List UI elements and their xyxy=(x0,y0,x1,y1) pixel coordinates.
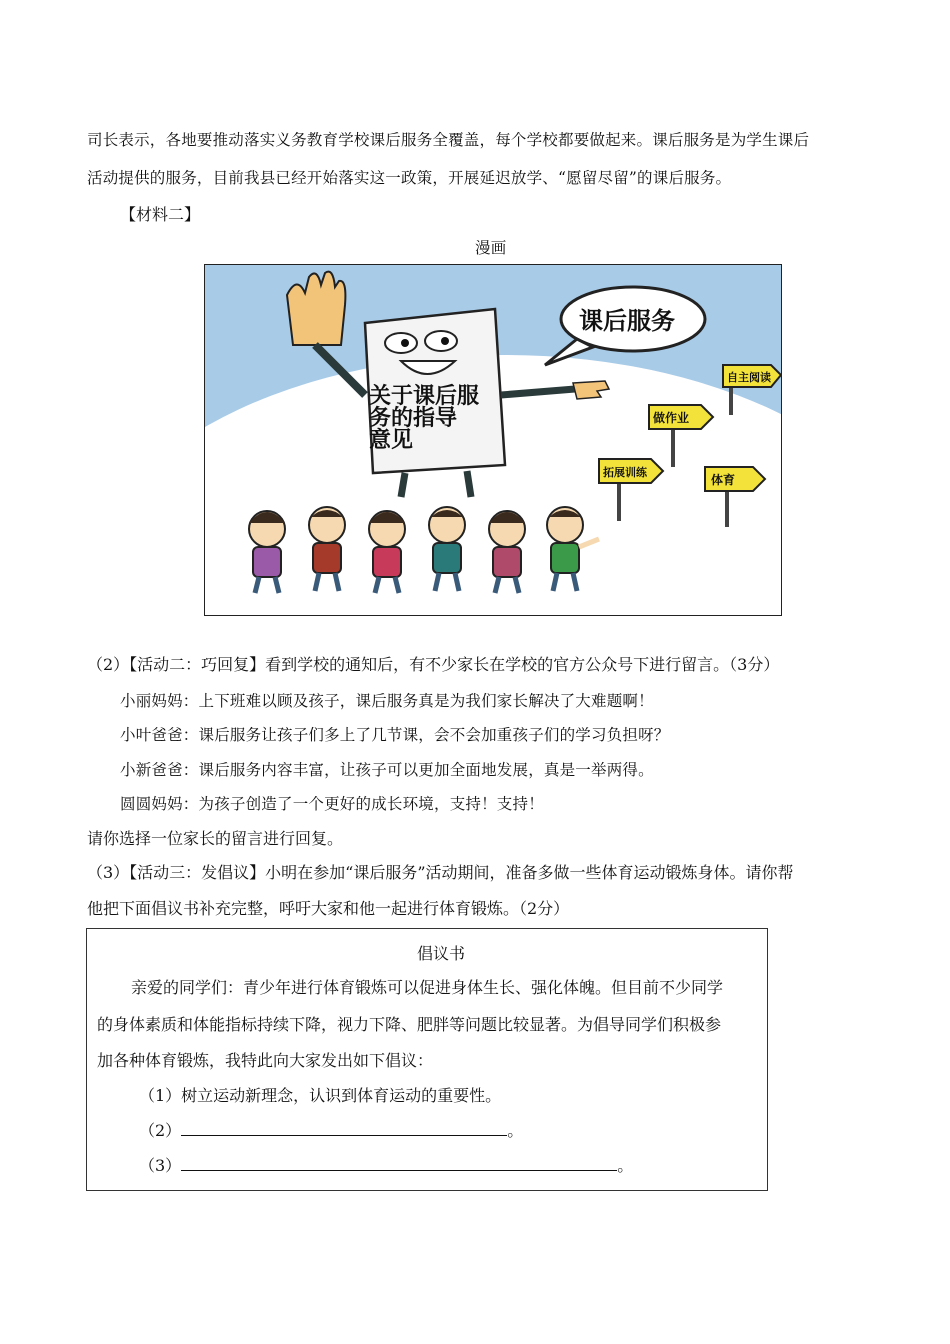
proposal-body-line2: 的身体素质和体能指标持续下降，视力下降、肥胖等问题比较显著。为倡导同学们积极参 xyxy=(97,1015,722,1034)
material1-line2: 活动提供的服务，目前我县已经开始落实这一政策，开展延迟放学、“愿留尽留”的课后服务。 xyxy=(87,169,732,187)
question3-prompt-line2: 他把下面倡议书补充完整，呼吁大家和他一起进行体育锻炼。（2分） xyxy=(87,899,570,918)
proposal-item2-label: （2） xyxy=(139,1121,182,1140)
sign-line-2: 务的指导 xyxy=(369,406,458,431)
proposal-item2-period: 。 xyxy=(507,1121,524,1140)
proposal-item3-answer-blank[interactable] xyxy=(181,1155,617,1171)
svg-text:做作业: 做作业 xyxy=(653,411,690,425)
proposal-item3-label: （3） xyxy=(139,1156,182,1175)
comment-xiaoxin-dad: 小新爸爸：课后服务内容丰富，让孩子可以更加全面地发展，真是一举两得。 xyxy=(120,761,654,779)
sign-line-3: 意见 xyxy=(369,428,414,453)
bubble-text: 课后服务 xyxy=(579,307,675,335)
proposal-item2-answer-blank[interactable] xyxy=(181,1120,507,1136)
proposal-title: 倡议书 xyxy=(417,944,466,963)
comment-yuanyuan-mom: 圆圆妈妈：为孩子创造了一个更好的成长环境，支持！支持！ xyxy=(120,795,544,813)
comment-xiaoli-mom: 小丽妈妈：上下班难以顾及孩子，课后服务真是为我们家长解决了大难题啊！ xyxy=(120,692,654,710)
material1-line1: 司长表示，各地要推动落实义务教育学校课后服务全覆盖，每个学校都要做起来。课后服务是为学生课后 xyxy=(87,131,810,149)
question2-instruction: 请你选择一位家长的留言进行回复。 xyxy=(87,829,344,848)
proposal-item1: （1）树立运动新理念，认识到体育运动的重要性。 xyxy=(139,1086,502,1105)
proposal-item2 xyxy=(139,1118,523,1141)
proposal-body-line3: 加各种体育锻炼，我特此向大家发出如下倡议： xyxy=(97,1051,434,1070)
proposal-item3-period: 。 xyxy=(617,1156,634,1175)
question3-prompt-line1: （3）【活动三：发倡议】小明在参加“课后服务”活动期间，准备多做一些体育运动锻炼身体。请你帮 xyxy=(87,863,794,882)
cartoon-caption: 漫画 xyxy=(475,239,507,257)
comment-xiaoye-dad: 小叶爸爸：课后服务让孩子们多上了几节课，会不会加重孩子们的学习负担呀？ xyxy=(120,726,670,744)
svg-text:拓展训练: 拓展训练 xyxy=(603,466,647,479)
proposal-box xyxy=(86,928,768,1191)
material2-heading: 【材料二】 xyxy=(120,205,201,224)
svg-text:体育: 体育 xyxy=(711,473,736,487)
question2-prompt: （2）【活动二：巧回复】看到学校的通知后，有不少家长在学校的官方公众号下进行留言。（3分） xyxy=(87,655,780,674)
proposal-item3 xyxy=(139,1153,633,1176)
svg-text:自主阅读: 自主阅读 xyxy=(727,371,771,384)
cartoon-image xyxy=(204,264,782,616)
sign-line-1: 关于课后服 xyxy=(369,384,480,409)
proposal-body-line1: 亲爱的同学们：青少年进行体育锻炼可以促进身体生长、强化体魄。但目前不少同学 xyxy=(131,978,724,997)
